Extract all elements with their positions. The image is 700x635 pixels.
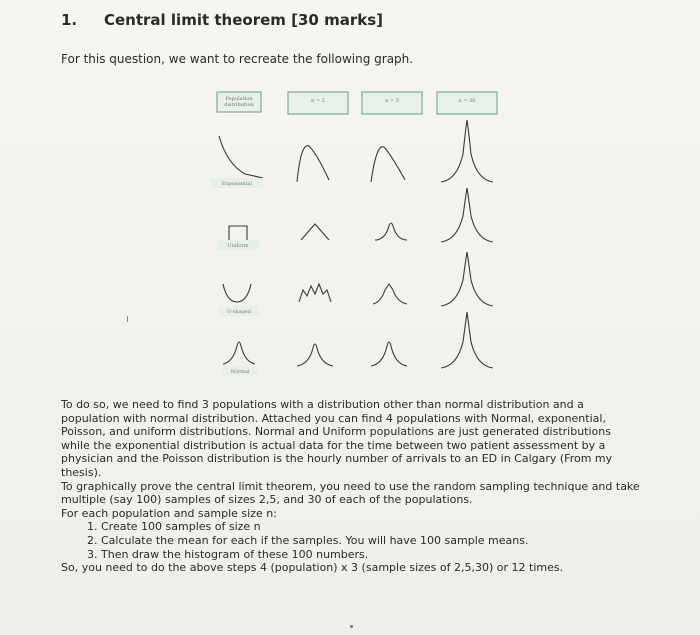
body-paragraph-2: To graphically prove the central limit theorem, you need to use the random sampling technique and take multiple (say 100) samples of sizes 2,5, and 30 of each of the populations. xyxy=(61,479,640,507)
column-header-n30 xyxy=(437,92,497,114)
step-item: 1. Create 100 samples of size n xyxy=(101,520,641,534)
column-header-n5 xyxy=(362,92,422,114)
page-dot xyxy=(350,625,353,628)
uniform-population-curve xyxy=(229,226,247,240)
column-header-n30-label: n = 30 xyxy=(458,98,476,104)
question-title: Central limit theorem [30 marks] xyxy=(104,11,383,29)
row-label-u-shaped: U-shaped xyxy=(227,309,251,315)
u-shaped-n30-curve xyxy=(441,252,493,306)
body-paragraph-4: So, you need to do the above steps 4 (population) x 3 (sample sizes of 2,5,30) or 12 times. xyxy=(61,561,564,575)
column-header-population-line1: Population xyxy=(225,96,253,102)
intro-text: For this question, we want to recreate the following graph. xyxy=(61,52,414,66)
row-label-uniform: Uniform xyxy=(227,243,249,249)
uniform-n2-curve xyxy=(301,224,329,240)
uniform-n5-curve xyxy=(375,223,407,240)
normal-n5-curve xyxy=(371,342,407,366)
exponential-n5-curve xyxy=(371,147,405,182)
question-number: 1. xyxy=(61,11,78,29)
body-paragraph-3: For each population and sample size n: xyxy=(61,506,277,520)
exponential-population-curve xyxy=(219,136,263,178)
row-label-exponential: Exponential xyxy=(221,181,253,187)
exponential-n2-curve xyxy=(297,146,329,182)
u-shaped-n2-curve xyxy=(299,284,331,302)
u-shaped-population-curve xyxy=(223,284,251,302)
steps-list xyxy=(61,520,641,561)
row-label-normal: Normal xyxy=(230,369,250,375)
uniform-n30-curve xyxy=(441,188,493,242)
margin-mark xyxy=(127,316,128,322)
column-header-population xyxy=(217,92,261,112)
column-header-n2 xyxy=(288,92,348,114)
question-body xyxy=(61,398,641,575)
step-item: 3. Then draw the histogram of these 100 numbers. xyxy=(101,548,641,562)
exponential-n30-curve xyxy=(441,120,493,182)
column-header-population-line2: distribution xyxy=(224,102,254,108)
clt-figure xyxy=(205,84,505,384)
step-item: 2. Calculate the mean for each if the samples. You will have 100 sample means. xyxy=(101,534,641,548)
column-header-n5-label: n = 5 xyxy=(385,98,399,104)
normal-n2-curve xyxy=(297,344,333,366)
normal-n30-curve xyxy=(441,312,493,368)
u-shaped-n5-curve xyxy=(373,284,407,304)
body-paragraph-1: To do so, we need to find 3 populations with a distribution other than normal distribution and a population with normal distribution. Attached you can find 4 populations with Normal, exponential, Poisson, and uniform distributions. Normal and Uniform populations are just generated distributions while the exponential distribution is actual data for the time between two patient assessment by a physician and the Poisson distribution is the hourly number of arrivals to an ED in Calgary (From my thesis). xyxy=(61,398,613,479)
clt-figure-svg xyxy=(205,84,505,384)
column-header-n2-label: n = 2 xyxy=(311,98,325,104)
normal-population-curve xyxy=(223,342,255,364)
